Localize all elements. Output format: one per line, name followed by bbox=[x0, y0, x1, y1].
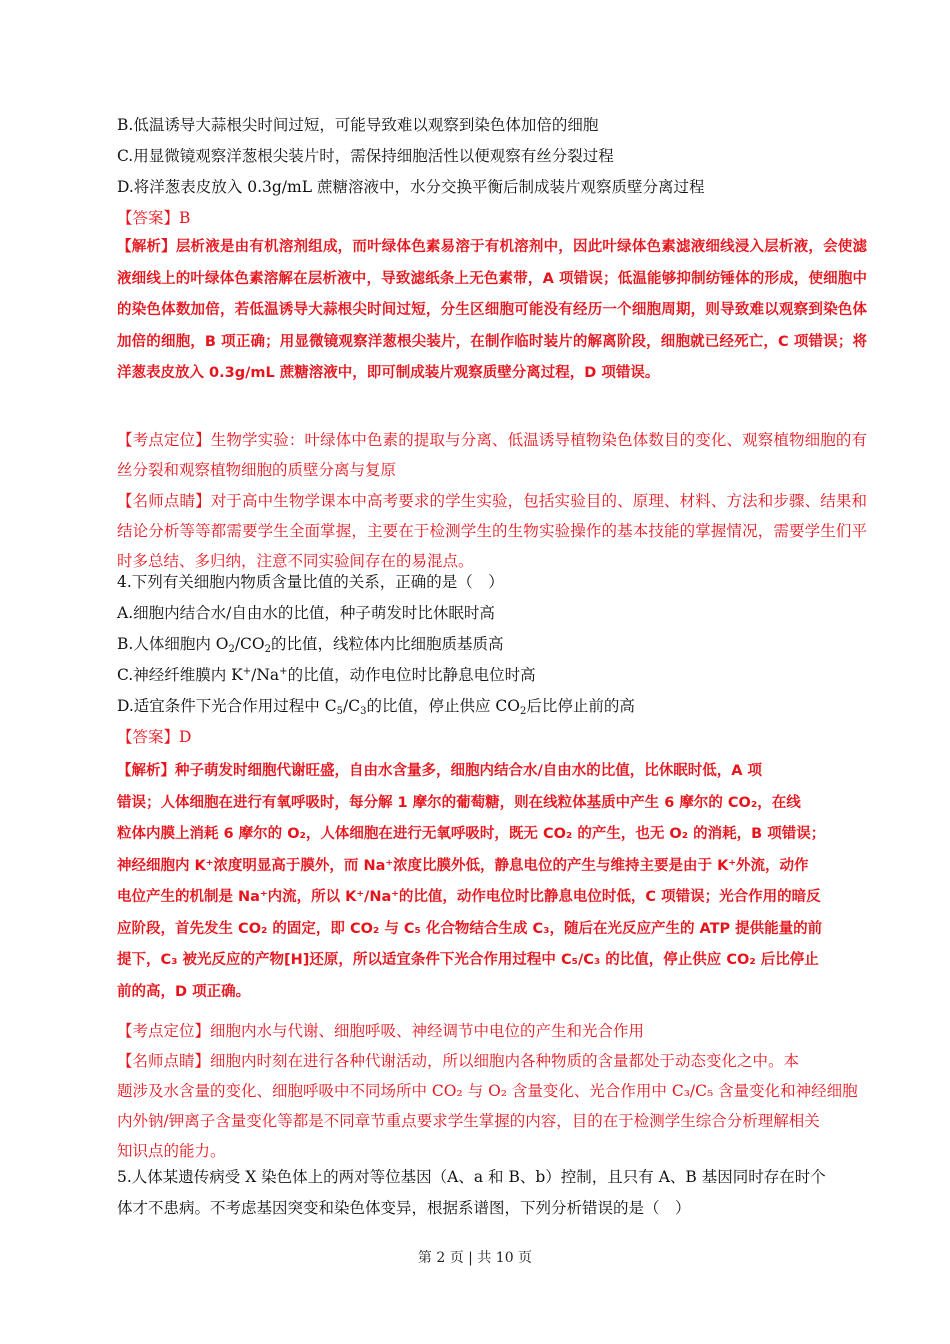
stem-line: 体才不患病。不考虑基因突变和染色体变异，根据系谱图，下列分析错误的是（ ） bbox=[117, 1199, 691, 1217]
q4-option-c: C.神经纤维膜内 K+/Na+的比值，动作电位时比静息电位时高 bbox=[117, 666, 536, 684]
page-footer: 第 2 页 | 共 10 页 bbox=[417, 1250, 533, 1266]
tip-tag: 【名师点睛】 bbox=[117, 1052, 211, 1070]
tip-text: 对于高中生物学课本中高考要求的学生实验，包括实验目的、原理、材料、方法和步骤、结果和结论分析等等都需要学生全面掌握，主要在于检测学生的生物实验操作的基本技能的掌握情况，需要学生们平时多总结、多归纳，注意不同实验间存在的易混点。 bbox=[117, 492, 867, 570]
q4-stem: 4.下列有关细胞内物质含量比值的关系，正确的是（ ） bbox=[117, 573, 504, 591]
analysis-line: 错误；人体细胞在进行有氧呼吸时，每分解 1 摩尔的葡萄糖，则在线粒体基质中产生 6 摩尔的 CO₂，在线 bbox=[117, 794, 801, 811]
tip-line: 内外钠/钾离子含量变化等都是不同章节重点要求学生掌握的内容，目的在于检测学生综合分析理解相关 bbox=[117, 1112, 820, 1130]
q4-topic bbox=[117, 1016, 867, 1046]
q4-option-b: B.人体细胞内 $O_2/CO_2$的比值，线粒体内比细胞质基质高 bbox=[117, 635, 504, 655]
option-c-text-2: /Na bbox=[251, 666, 280, 684]
topic-tag: 【考点定位】 bbox=[117, 431, 211, 449]
q4-answer bbox=[117, 727, 877, 747]
option-b-text-1: B.人体细胞内 O bbox=[117, 635, 229, 653]
answer-tag: 【答案】 bbox=[117, 209, 180, 227]
answer-value: B bbox=[179, 209, 191, 227]
option-c-text-3: 的比值，动作电位时比静息电位时高 bbox=[287, 666, 536, 684]
q3-answer bbox=[117, 208, 877, 228]
tip-tag: 【名师点睛】 bbox=[117, 492, 211, 510]
q3-tip bbox=[117, 486, 867, 576]
q3-option-c: C.用显微镜观察洋葱根尖装片时，需保持细胞活性以便观察有丝分裂过程 bbox=[117, 147, 614, 165]
analysis-line bbox=[117, 756, 867, 788]
analysis-line: 电位产生的机制是 Na⁺内流，所以 K⁺/Na⁺的比值，动作电位时比静息电位时低，C 项错误；光合作用的暗反 bbox=[117, 889, 821, 905]
analysis-line: 粒体内膜上消耗 6 摩尔的 O₂，人体细胞在进行无氧呼吸时，既无 CO₂ 的产生，也无 O₂ 的消耗，B 项错误； bbox=[117, 826, 826, 842]
topic-text: 生物学实验：叶绿体中色素的提取与分离、低温诱导植物染色体数目的变化、观察植物细胞的有丝分裂和观察植物细胞的质壁分离与复原 bbox=[117, 431, 867, 479]
analysis-tag: 【解析】 bbox=[117, 239, 176, 255]
option-b-text-2: /CO bbox=[234, 635, 265, 653]
analysis-line: 应阶段，首先发生 CO₂ 的固定，即 CO₂ 与 C₅ 化合物结合生成 C₃，随后在光反应产生的 ATP 提供能量的前 bbox=[117, 920, 823, 937]
q4-option-a: A.细胞内结合水/自由水的比值，种子萌发时比休眠时高 bbox=[117, 604, 495, 622]
tip-text: 细胞内时刻在进行各种代谢活动，所以细胞内各种物质的含量都处于动态变化之中。本 bbox=[210, 1052, 800, 1070]
analysis-tag: 【解析】 bbox=[117, 763, 175, 779]
answer-value: D bbox=[179, 728, 192, 746]
option-c-text-1: C.神经纤维膜内 K bbox=[117, 666, 243, 684]
q4-analysis bbox=[117, 756, 867, 1008]
q3-option-b: B.低温诱导大蒜根尖时间过短，可能导致难以观察到染色体加倍的细胞 bbox=[117, 116, 599, 134]
q3-option-d: D.将洋葱表皮放入 0.3g/mL 蔗糖溶液中，水分交换平衡后制成装片观察质壁分离过程 bbox=[117, 178, 705, 196]
q5-stem bbox=[117, 1162, 867, 1224]
analysis-text: 层析液是由有机溶剂组成，而叶绿体色素易溶于有机溶剂中，因此叶绿体色素滤液细线浸入层析液，会使滤液细线上的叶绿体色素溶解在层析液中，导致滤纸条上无色素带，A 项错误；低温能够抑制纺锤体的形成，使细胞中的染色体数加倍，若低温诱导大蒜根尖时间过短，分生区细胞可能没有经历一个细胞周期，则导致难以观察到染色体加倍的细胞，B 项正确；用显微镜观察洋葱根尖装片，在制作临时装片的解离阶段，细胞就已经死亡，C 项错误；将洋葱表皮放入 0.3g/mL 蔗糖溶液中，即可制成装片观察质壁分离过程，D 项错误。 bbox=[117, 239, 867, 381]
q4-option-d: D.适宜条件下光合作用过程中 $C_5/C_3$的比值，停止供应 $CO_2$后比停止前的高 bbox=[117, 697, 635, 717]
topic-tag: 【考点定位】 bbox=[117, 1022, 211, 1040]
option-d-text-3: 的比值，停止供应 CO bbox=[366, 697, 520, 715]
option-d-text-2: /C bbox=[342, 697, 361, 715]
option-d-text-4: 后比停止前的高 bbox=[526, 697, 635, 715]
q4-tip bbox=[117, 1046, 867, 1166]
tip-line bbox=[117, 1046, 867, 1076]
q3-analysis bbox=[117, 232, 867, 390]
q3-topic bbox=[117, 425, 867, 485]
analysis-text: 种子萌发时细胞代谢旺盛，自由水含量多，细胞内结合水/自由水的比值，比休眠时低，A 项 bbox=[175, 763, 763, 779]
stem-line: 5.人体某遗传病受 X 染色体上的两对等位基因（A、a 和 B、b）控制，且只有 A、B 基因同时存在时个 bbox=[117, 1168, 826, 1186]
analysis-line: 提下，C₃ 被光反应的产物[H]还原，所以适宜条件下光合作用过程中 C₅/C₃ 的比值，停止供应 CO₂ 后比停止 bbox=[117, 952, 819, 968]
analysis-line: 神经细胞内 K⁺浓度明显高于膜外，而 Na⁺浓度比膜外低，静息电位的产生与维持主要是由于 K⁺外流，动作 bbox=[117, 857, 809, 874]
analysis-line: 前的高，D 项正确。 bbox=[117, 983, 251, 1000]
tip-line: 知识点的能力。 bbox=[117, 1142, 226, 1160]
option-d-text-1: D.适宜条件下光合作用过程中 C bbox=[117, 697, 337, 715]
tip-line: 题涉及水含量的变化、细胞呼吸中不同场所中 CO₂ 与 O₂ 含量变化、光合作用中 C₃/C₅ 含量变化和神经细胞 bbox=[117, 1082, 858, 1100]
option-b-text-3: 的比值，线粒体内比细胞质基质高 bbox=[271, 635, 504, 653]
topic-text: 细胞内水与代谢、细胞呼吸、神经调节中电位的产生和光合作用 bbox=[210, 1022, 645, 1040]
answer-tag: 【答案】 bbox=[117, 728, 180, 746]
